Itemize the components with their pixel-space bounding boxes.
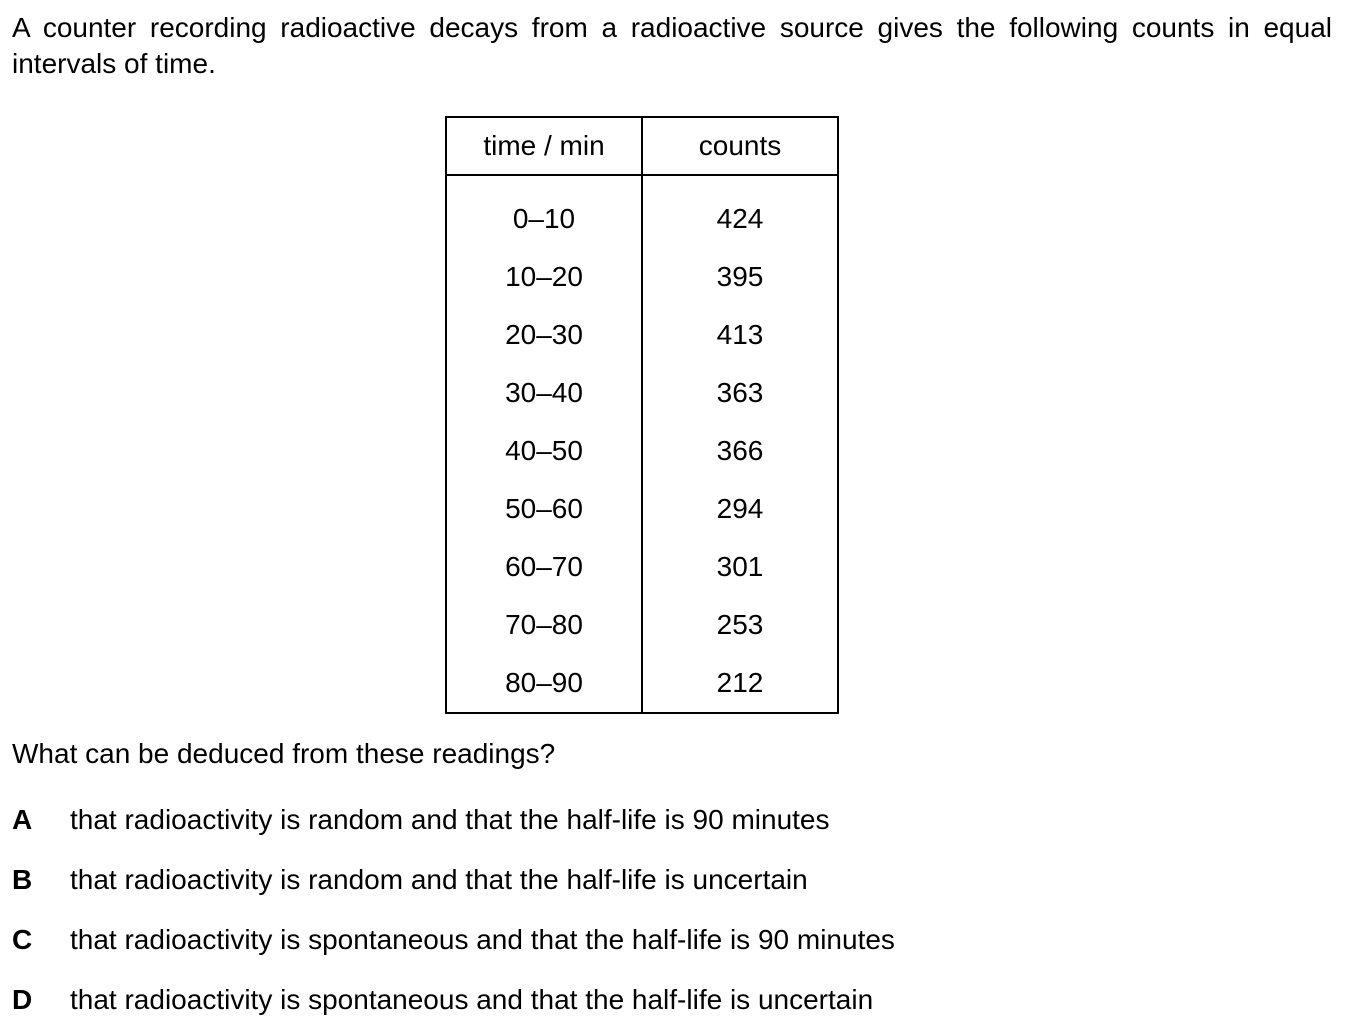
counts-cell: 366 (642, 422, 838, 480)
option-text: that radioactivity is spontaneous and that the half-life is uncertain (70, 984, 874, 1015)
counts-cell: 212 (642, 654, 838, 713)
time-cell: 80–90 (505, 667, 583, 698)
option-letter: B (12, 864, 33, 895)
option-letter: A (12, 804, 33, 835)
counts-cell: 413 (642, 306, 838, 364)
option-b[interactable] (12, 863, 808, 897)
counts-cell: 424 (642, 175, 838, 248)
time-cell: 70–80 (505, 609, 583, 640)
time-cell: 0–10 (512, 203, 576, 234)
counts-cell: 395 (642, 248, 838, 306)
counts-column-header: counts (642, 117, 838, 175)
table-row (446, 422, 838, 480)
option-text: that radioactivity is random and that the half-life is uncertain (70, 864, 808, 895)
counts-table (445, 116, 839, 714)
time-cell: 40–50 (505, 435, 583, 466)
time-cell: 30–40 (505, 377, 583, 408)
time-cell: 20–30 (505, 319, 583, 350)
time-cell: 50–60 (505, 493, 583, 524)
question-intro: A counter recording radioactive decays from a radioactive source gives the following counts in equal intervals of time. (12, 12, 1332, 79)
table-row (446, 248, 838, 306)
question-stem: What can be deduced from these readings? (12, 738, 556, 769)
counts-cell: 253 (642, 596, 838, 654)
option-letter: D (12, 984, 33, 1015)
table-row (446, 364, 838, 422)
option-letter: C (12, 924, 33, 955)
option-text: that radioactivity is spontaneous and that the half-life is 90 minutes (70, 924, 895, 955)
option-text: that radioactivity is random and that the half-life is 90 minutes (70, 804, 830, 835)
time-cell: 10–20 (505, 261, 583, 292)
table-row (446, 538, 838, 596)
table-header-row (446, 117, 838, 175)
time-column-header: time / min (446, 117, 642, 175)
table-row (446, 596, 838, 654)
counts-cell: 294 (642, 480, 838, 538)
option-d[interactable] (12, 983, 873, 1017)
table-row (446, 654, 838, 713)
time-cell: 60–70 (505, 551, 583, 582)
table-row (446, 306, 838, 364)
table-row (446, 480, 838, 538)
counts-cell: 363 (642, 364, 838, 422)
table-row (446, 175, 838, 248)
option-a[interactable] (12, 803, 830, 837)
option-c[interactable] (12, 923, 895, 957)
counts-cell: 301 (642, 538, 838, 596)
